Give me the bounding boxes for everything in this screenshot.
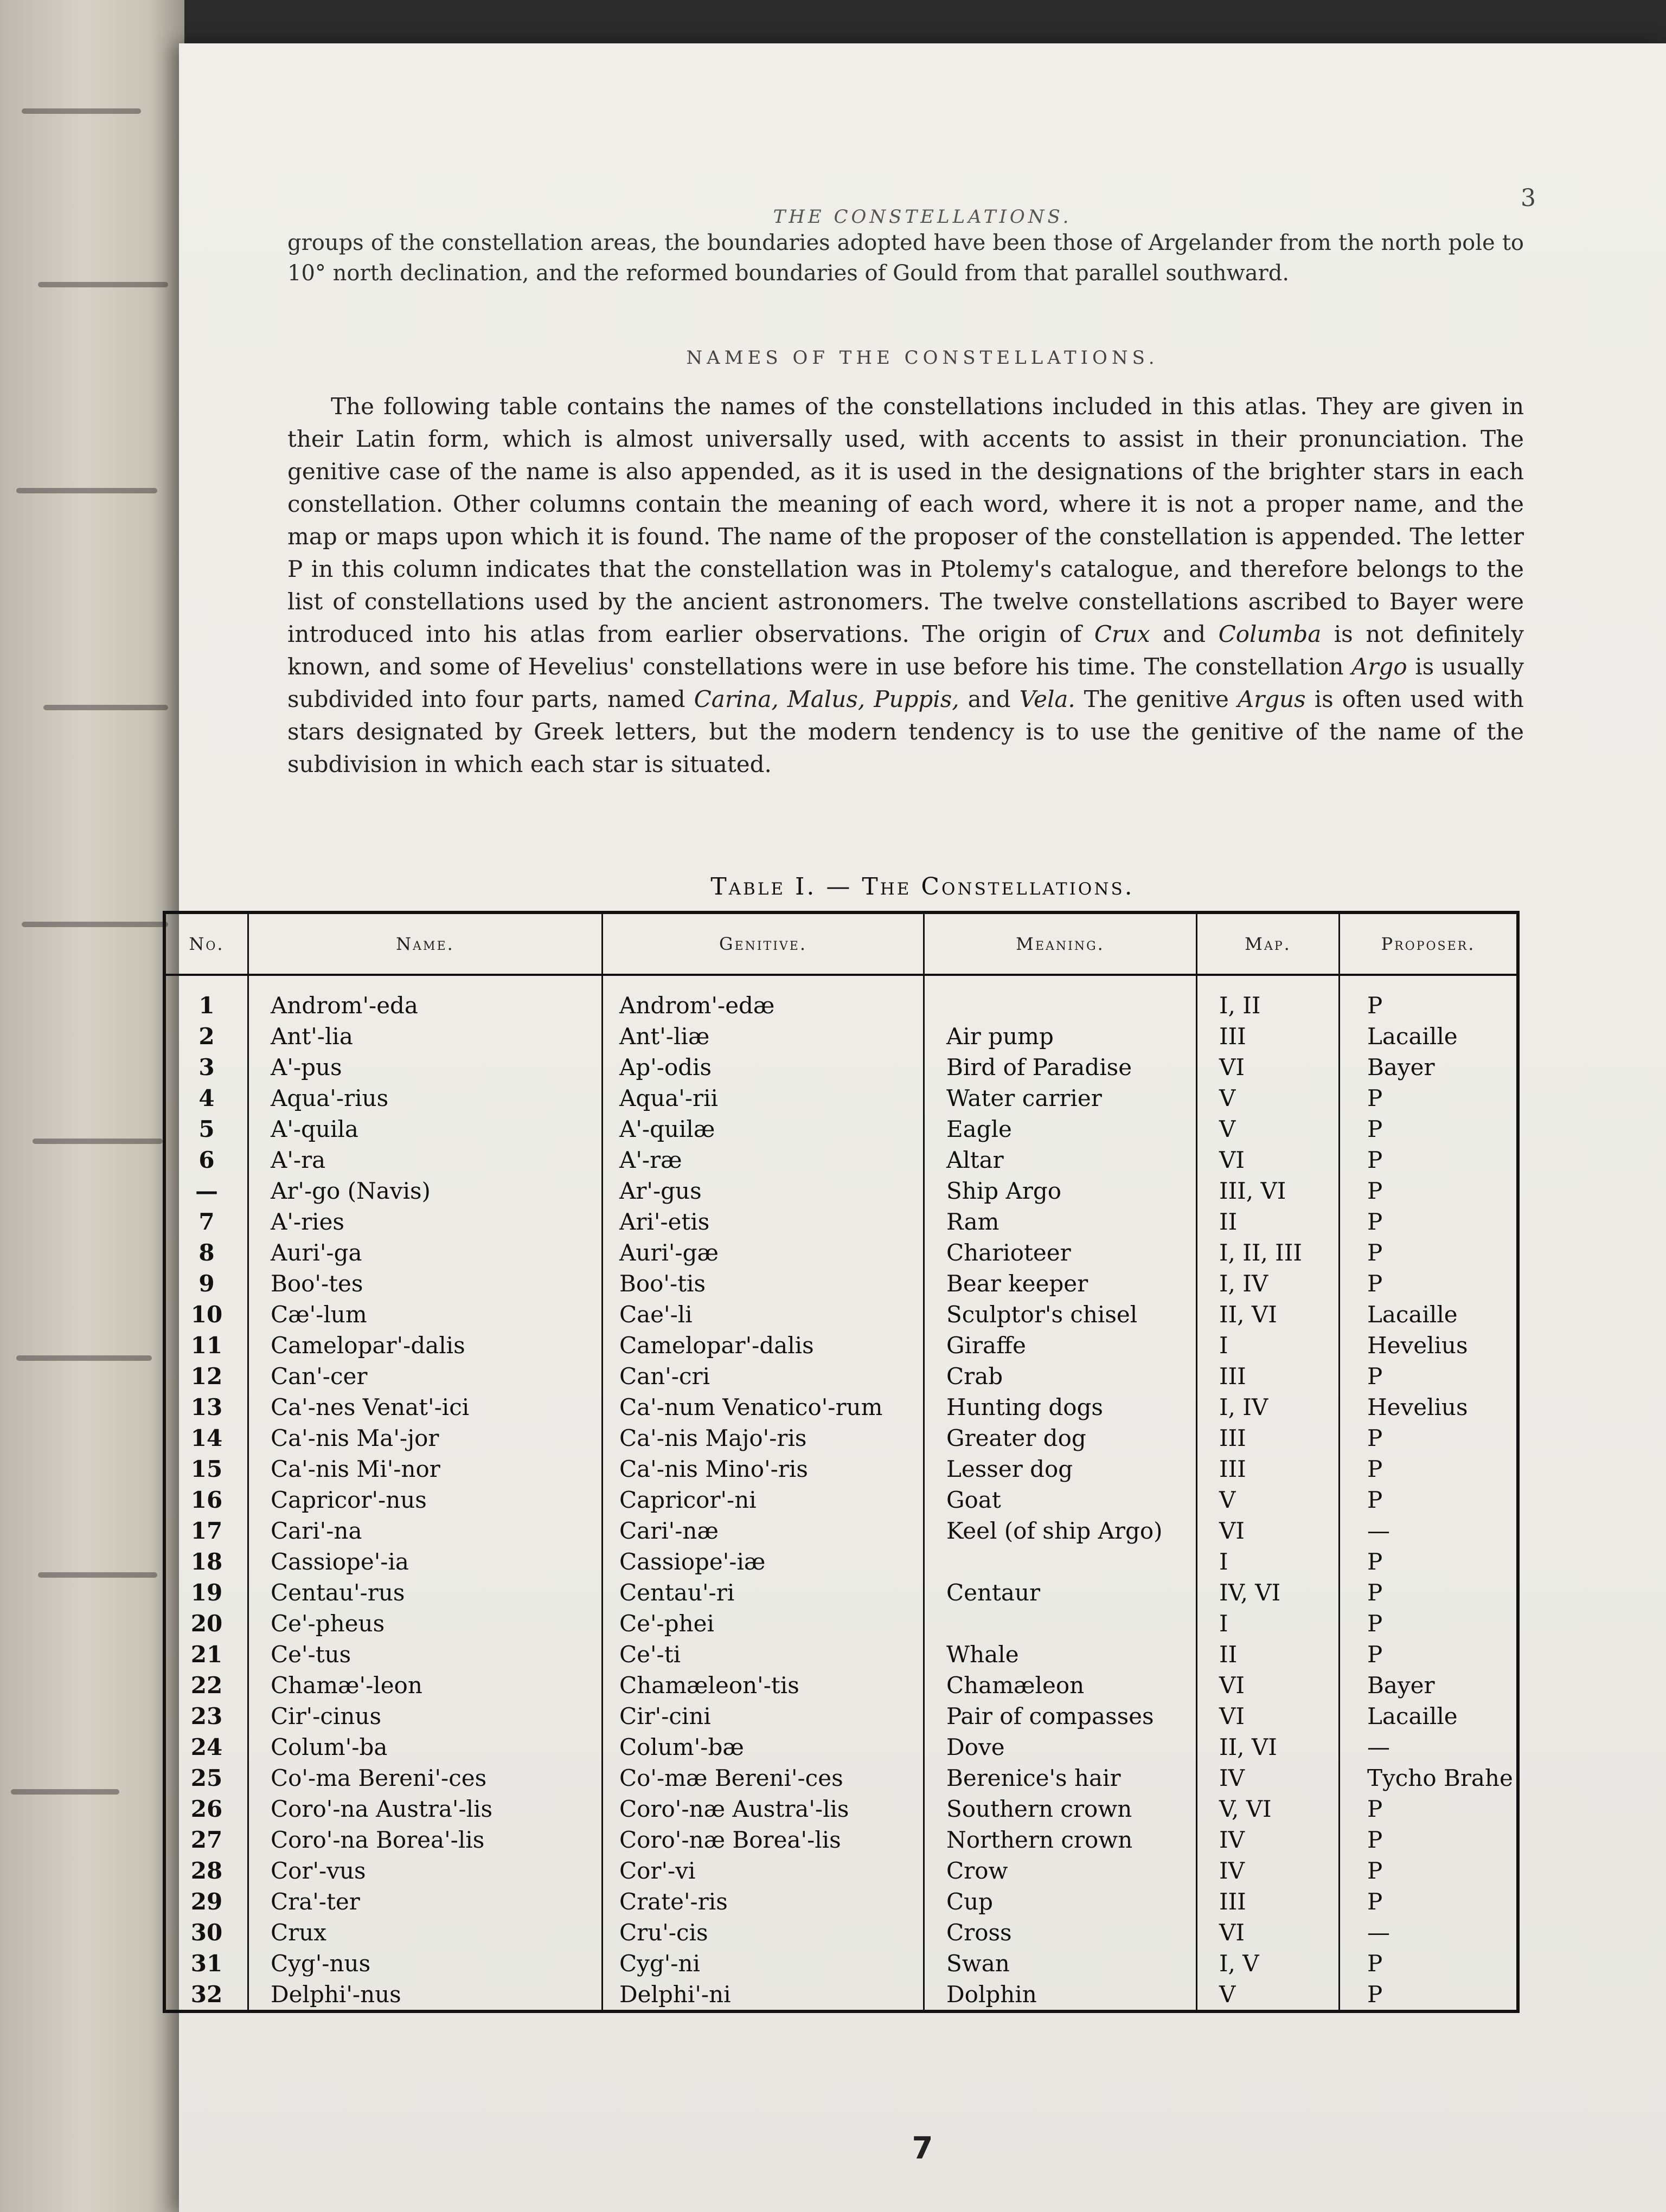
table-cell-name: Delphi'-nus [271,1981,401,2008]
table-cell-proposer: Bayer [1367,1054,1435,1081]
table-cell-no: 11 [190,1332,223,1359]
table-cell-meaning: Southern crown [946,1796,1132,1822]
table-cell-name: Ar'-go (Navis) [271,1178,431,1204]
table-cell-genitive: Aqua'-rii [619,1085,718,1111]
table-cell-no: 21 [190,1641,223,1668]
table-cell-map: I [1219,1548,1228,1575]
table-cell-map: I, II, III [1219,1239,1302,1266]
table-cell-proposer: P [1367,1363,1383,1390]
table-cell-no: 29 [190,1888,223,1915]
table-cell-genitive: Ar'-gus [619,1178,702,1204]
table-cell-proposer: P [1367,1981,1383,2008]
table-cell-name: Ce'-tus [271,1641,351,1668]
table-cell-name: Ant'-lia [271,1023,353,1050]
table-cell-no: 14 [190,1425,223,1451]
table-cell-proposer: P [1367,1548,1383,1575]
table-cell-genitive: Centau'-ri [619,1579,735,1606]
section-title: NAMES OF THE CONSTELLATIONS. [686,347,1159,369]
table-cell-genitive: Androm'-edæ [619,992,775,1019]
table-cell-proposer: — [1367,1919,1390,1946]
header-genitive: Genitive. [603,914,925,974]
table-cell-meaning: Centaur [946,1579,1041,1606]
table-cell-name: Ce'-pheus [271,1610,385,1637]
table-cell-proposer: P [1367,1116,1383,1142]
table-cell-proposer: P [1367,1147,1383,1173]
table-cell-meaning: Bird of Paradise [946,1054,1132,1081]
table-cell-map: VI [1219,1517,1245,1544]
table-cell-map: VI [1219,1147,1245,1173]
table-cell-map: III [1219,1425,1246,1451]
table-cell-genitive: Ari'-etis [619,1208,710,1235]
table-cell-no: 15 [190,1456,223,1482]
table-cell-no: 7 [198,1208,215,1235]
table-cell-proposer: Hevelius [1367,1332,1468,1359]
table-cell-proposer: P [1367,1178,1383,1204]
table-cell-no: 32 [190,1981,223,2008]
table-cell-map: VI [1219,1703,1245,1729]
table-cell-meaning [925,990,1196,1021]
table-cell-no: 24 [190,1734,223,1760]
table-cell-genitive: Crate'-ris [619,1888,728,1915]
bottom-page-number: 7 [912,2131,933,2166]
table-cell-map: VI [1219,1672,1245,1699]
table-cell-no: 16 [190,1487,223,1513]
table-cell-genitive: Auri'-gæ [619,1239,719,1266]
table-cell-genitive: Cassiope'-iæ [619,1548,766,1575]
table-cell-no: 10 [190,1301,223,1328]
table-cell-meaning: Cup [946,1888,994,1915]
table-cell-name: A'-ra [271,1147,326,1173]
table-cell-name: Cyg'-nus [271,1950,371,1977]
table-cell-meaning [925,1546,1196,1577]
table-cell-map: IV [1219,1827,1245,1853]
table-cell-name: Centau'-rus [271,1579,405,1606]
facing-page-edge [0,0,184,2212]
header-meaning: Meaning. [925,914,1197,974]
header-name: Name. [249,914,603,974]
table-cell-name: Cassiope'-ia [271,1548,409,1575]
table-cell-proposer: P [1367,1085,1383,1111]
table-cell-genitive: Can'-cri [619,1363,710,1390]
table-cell-map: V, VI [1219,1796,1272,1822]
table-cell-no: 19 [190,1579,223,1606]
table-cell-genitive: Cir'-cini [619,1703,711,1729]
column-meaning [925,976,1197,2010]
table-cell-genitive: Ca'-num Venatico'-rum [619,1394,883,1420]
table-caption: Table I. — The Constellations. [710,873,1135,901]
table-cell-no: 2 [198,1023,215,1050]
table-cell-name: Capricor'-nus [271,1487,427,1513]
table-cell-meaning: Chamæleon [946,1672,1085,1699]
table-cell-meaning: Air pump [946,1023,1054,1050]
table-cell-meaning: Sculptor's chisel [946,1301,1138,1328]
table-cell-proposer: — [1367,1734,1390,1760]
table-cell-meaning: Northern crown [946,1827,1133,1853]
table-cell-no: 4 [198,1085,215,1111]
table-cell-map: III [1219,1456,1246,1482]
table-cell-genitive: Cae'-li [619,1301,693,1328]
table-cell-map: III [1219,1363,1246,1390]
table-cell-proposer: P [1367,1888,1383,1915]
table-cell-map: V [1219,1116,1236,1142]
table-cell-genitive: Delphi'-ni [619,1981,731,2008]
table-cell-name: Camelopar'-dalis [271,1332,465,1359]
table-cell-proposer: P [1367,1950,1383,1977]
table-cell-name: Cra'-ter [271,1888,360,1915]
table-cell-no: 8 [198,1239,215,1266]
table-cell-map: I [1219,1332,1228,1359]
table-cell-meaning: Crab [946,1363,1003,1390]
table-cell-meaning: Goat [946,1487,1001,1513]
table-cell-proposer: P [1367,1208,1383,1235]
table-cell-meaning: Berenice's hair [946,1765,1121,1791]
table-cell-name: Crux [271,1919,326,1946]
table-cell-name: Chamæ'-leon [271,1672,422,1699]
table-cell-no: 12 [190,1363,223,1390]
table-cell-name: Ca'-nes Venat'-ici [271,1394,470,1420]
table-cell-proposer: P [1367,992,1383,1019]
table-cell-map: II [1219,1208,1238,1235]
table-cell-name: Cæ'-lum [271,1301,367,1328]
table-cell-map: I, IV [1219,1270,1268,1297]
table-cell-map: V [1219,1981,1236,2008]
table-cell-proposer: Lacaille [1367,1301,1458,1328]
table-cell-proposer: P [1367,1641,1383,1668]
intro-paragraph: groups of the constellation areas, the boundaries adopted have been those of Argelander from the north pole to 10° north declination, and the reformed boundaries of Gould from that parallel southward. [287,230,1524,286]
table-cell-proposer: Lacaille [1367,1023,1458,1050]
table-cell-map: I [1219,1610,1228,1637]
table-cell-meaning: Altar [946,1147,1004,1173]
table-cell-name: Cari'-na [271,1517,362,1544]
table-cell-genitive: Ap'-odis [619,1054,712,1081]
table-cell-proposer: P [1367,1857,1383,1884]
table-cell-name: Ca'-nis Ma'-jor [271,1425,439,1451]
table-cell-name: A'-ries [271,1208,344,1235]
table-cell-map: V [1219,1085,1236,1111]
table-cell-no: 26 [190,1796,223,1822]
table-cell-genitive: Colum'-bæ [619,1734,744,1760]
table-cell-map: I, IV [1219,1394,1268,1420]
constellations-table [163,911,1520,2013]
table-cell-genitive: Ce'-phei [619,1610,714,1637]
table-cell-meaning: Whale [946,1641,1019,1668]
table-cell-map: I, V [1219,1950,1259,1977]
table-cell-map: VI [1219,1054,1245,1081]
table-cell-meaning: Water carrier [946,1085,1102,1111]
table-cell-genitive: Ce'-ti [619,1641,681,1668]
table-cell-no: 23 [190,1703,223,1729]
table-cell-meaning: Keel (of ship Argo) [946,1517,1163,1544]
table-cell-meaning: Swan [946,1950,1010,1977]
table-cell-proposer: Hevelius [1367,1394,1468,1420]
page-number-top: 3 [1521,184,1536,212]
table-body [166,976,1516,2010]
table-cell-map: IV [1219,1765,1245,1791]
table-cell-map: II, VI [1219,1301,1277,1328]
table-cell-no: 1 [198,992,215,1019]
table-cell-genitive: A'-ræ [619,1147,682,1173]
book-page [179,43,1666,2212]
table-cell-map: II [1219,1641,1238,1668]
table-cell-name: Cor'-vus [271,1857,366,1884]
table-cell-genitive: Chamæleon'-tis [619,1672,799,1699]
table-cell-meaning: Ship Argo [946,1178,1062,1204]
table-cell-no: 17 [190,1517,223,1544]
table-cell-meaning: Pair of compasses [946,1703,1154,1729]
table-cell-meaning: Charioteer [946,1239,1071,1266]
table-cell-genitive: Ca'-nis Majo'-ris [619,1425,807,1451]
table-cell-genitive: Boo'-tis [619,1270,706,1297]
table-cell-no: 13 [190,1394,223,1420]
table-cell-genitive: Co'-mæ Bereni'-ces [619,1765,843,1791]
table-cell-meaning: Lesser dog [946,1456,1073,1482]
table-cell-name: Coro'-na Austra'-lis [271,1796,493,1822]
column-proposer [1340,976,1516,2010]
column-genitive [603,976,925,2010]
table-cell-genitive: Cyg'-ni [619,1950,700,1977]
table-cell-no: 5 [198,1116,215,1142]
table-cell-genitive: Cru'-cis [619,1919,708,1946]
table-cell-proposer: Bayer [1367,1672,1435,1699]
table-cell-genitive: Cari'-næ [619,1517,719,1544]
table-cell-meaning: Giraffe [946,1332,1026,1359]
table-cell-map: IV [1219,1857,1245,1884]
table-cell-no: — [195,1178,218,1204]
table-cell-genitive: Ca'-nis Mino'-ris [619,1456,808,1482]
table-cell-map: IV, VI [1219,1579,1281,1606]
table-cell-proposer: Tycho Brahe [1367,1765,1513,1791]
header-map: Map. [1197,914,1340,974]
table-cell-genitive: Camelopar'-dalis [619,1332,814,1359]
column-map [1197,976,1340,2010]
table-cell-no: 31 [190,1950,223,1977]
table-cell-map: VI [1219,1919,1245,1946]
table-cell-meaning: Dolphin [946,1981,1037,2008]
table-cell-proposer: — [1367,1517,1390,1544]
table-cell-name: Boo'-tes [271,1270,363,1297]
table-cell-no: 25 [190,1765,223,1791]
table-cell-meaning: Eagle [946,1116,1012,1142]
table-cell-proposer: P [1367,1796,1383,1822]
table-cell-no: 20 [190,1610,223,1637]
table-cell-proposer: P [1367,1827,1383,1853]
table-cell-map: I, II [1219,992,1261,1019]
table-cell-no: 6 [198,1147,215,1173]
table-cell-name: Androm'-eda [271,992,418,1019]
table-cell-proposer: P [1367,1270,1383,1297]
table-cell-name: A'-pus [271,1054,342,1081]
table-cell-meaning: Cross [946,1919,1012,1946]
table-cell-genitive: Ant'-liæ [619,1023,710,1050]
table-cell-proposer: P [1367,1456,1383,1482]
table-cell-proposer: P [1367,1239,1383,1266]
table-cell-no: 9 [198,1270,215,1297]
table-cell-genitive: Capricor'-ni [619,1487,757,1513]
table-cell-proposer: P [1367,1610,1383,1637]
running-head: THE CONSTELLATIONS. [773,206,1072,228]
table-header [166,914,1516,976]
table-cell-name: Ca'-nis Mi'-nor [271,1456,440,1482]
table-cell-name: Aqua'-rius [271,1085,389,1111]
table-cell-map: V [1219,1487,1236,1513]
table-cell-name: Colum'-ba [271,1734,388,1760]
body-paragraph: The following table contains the names of the constellations included in this atlas. They are given in their Latin form, which is almost universally used, with accents to assist in their pronunciation. The genitive case of the name is also appended, as it is used in the designations of the brighter stars in each constellation. Other columns contain the meaning of each word, where it is not a proper name, and the map or maps upon which it is found. The name of the proposer of the constellation is appended. The letter P in this column indicates that the constellation was in Ptolemy's catalogue, and therefore belongs to the list of constellations used by the ancient astronomers. The twelve constellations ascribed to Bayer were introduced into his atlas from earlier observations. The origin of Crux and Columba is not definitely known, and some of Hevelius' constellations were in use before his time. The constellation Argo is usually subdivided into four parts, named Carina, Malus, Puppis, and Vela. The genitive Argus is often used with stars designated by Greek letters, but the modern tendency is to use the genitive of the name of the subdivision in which each star is situated. [287,393,1524,777]
table-cell-meaning: Bear keeper [946,1270,1088,1297]
column-name [249,976,603,2010]
table-cell-proposer: P [1367,1425,1383,1451]
table-cell-map: II, VI [1219,1734,1277,1760]
table-cell-no: 30 [190,1919,223,1946]
table-cell-no: 18 [190,1548,223,1575]
table-cell-map: III, VI [1219,1178,1286,1204]
table-cell-no: 27 [190,1827,223,1853]
header-no: No. [166,914,249,974]
table-cell-name: Cir'-cinus [271,1703,381,1729]
table-cell-name: Coro'-na Borea'-lis [271,1827,485,1853]
table-cell-map: III [1219,1023,1246,1050]
table-cell-name: A'-quila [271,1116,358,1142]
table-cell-proposer: Lacaille [1367,1703,1458,1729]
table-cell-genitive: Coro'-næ Austra'-lis [619,1796,849,1822]
table-cell-name: Auri'-ga [271,1239,362,1266]
table-cell-map: III [1219,1888,1246,1915]
table-cell-meaning: Crow [946,1857,1008,1884]
table-cell-no: 22 [190,1672,223,1699]
table-cell-genitive: Coro'-næ Borea'-lis [619,1827,841,1853]
table-cell-proposer: P [1367,1579,1383,1606]
table-cell-meaning: Dove [946,1734,1005,1760]
table-cell-genitive: Cor'-vi [619,1857,696,1884]
table-cell-meaning: Hunting dogs [946,1394,1103,1420]
table-cell-name: Can'-cer [271,1363,368,1390]
table-cell-name: Co'-ma Bereni'-ces [271,1765,487,1791]
table-cell-genitive: A'-quilæ [619,1116,715,1142]
table-cell-proposer: P [1367,1487,1383,1513]
header-proposer: Proposer. [1381,934,1476,954]
table-cell-meaning [925,1608,1196,1639]
column-no [166,976,249,2010]
table-cell-meaning: Ram [946,1208,999,1235]
table-cell-no: 28 [190,1857,223,1884]
table-cell-no: 3 [198,1054,215,1081]
table-cell-meaning: Greater dog [946,1425,1086,1451]
